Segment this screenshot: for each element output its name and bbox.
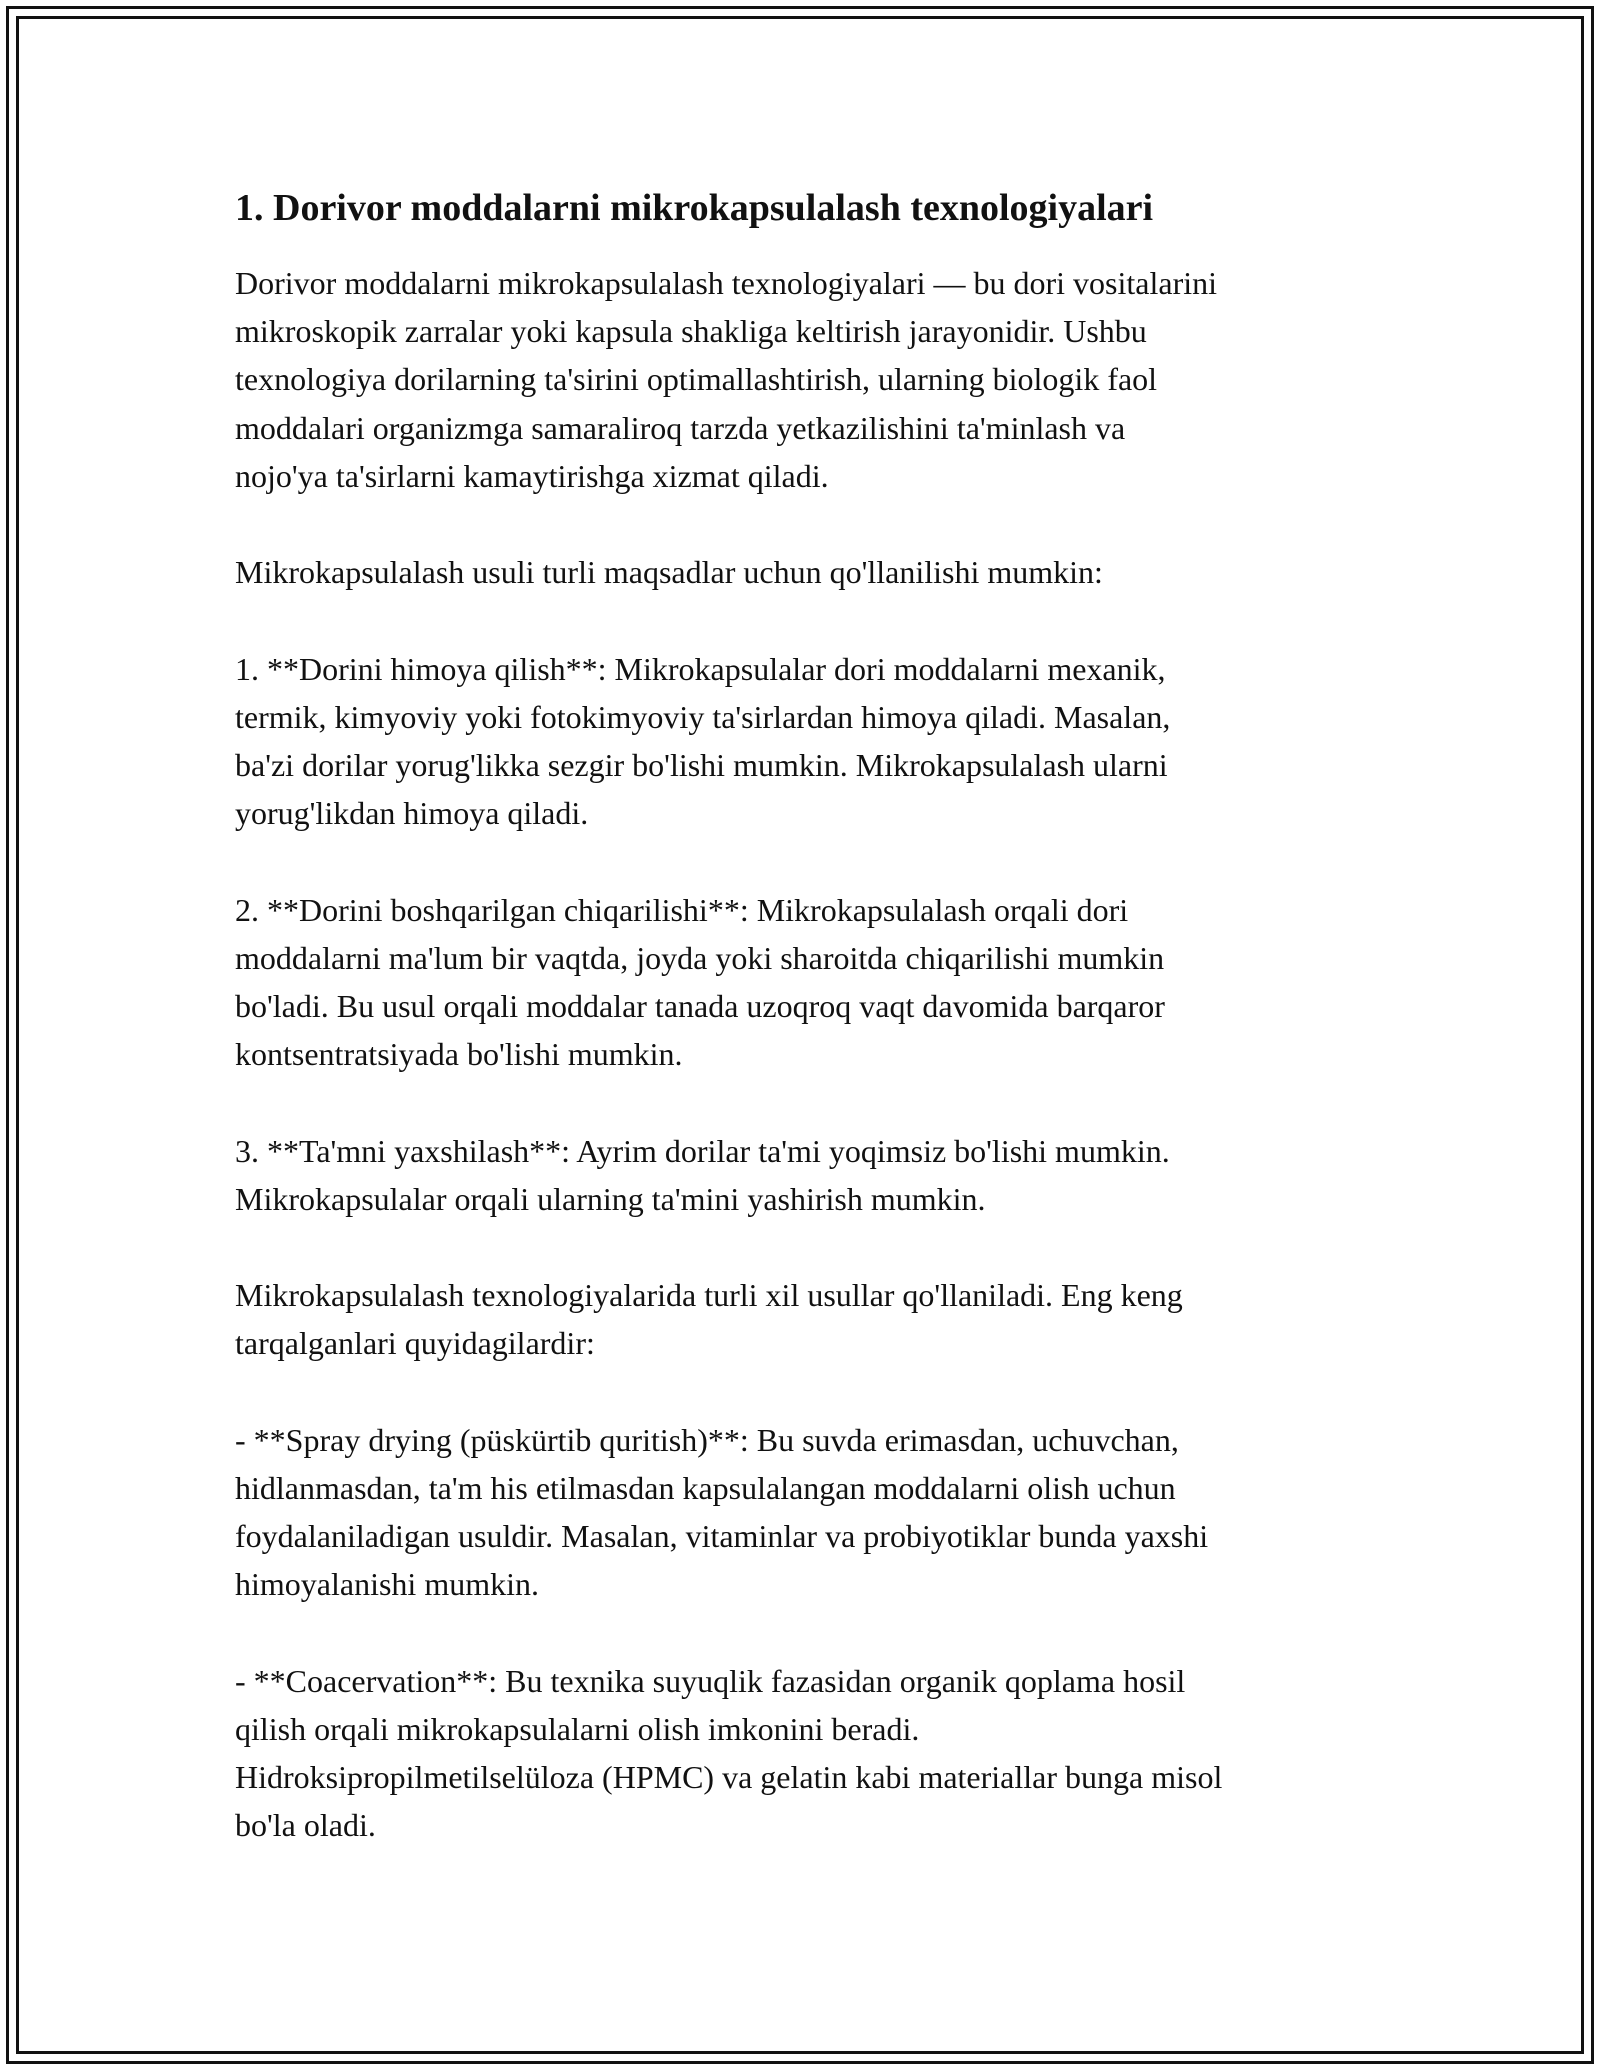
list-item-taste-masking: 3. **Ta'mni yaxshilash**: Ayrim dorilar ta'mi yoqimsiz bo'lishi mumkin. Mikrokapsulalar orqali ularning ta'mini yashirish mumkin.	[235, 1132, 1170, 1217]
document-title: 1. Dorivor moddalarni mikrokapsulalash texnologiyalari	[235, 187, 1154, 229]
paragraph-intro: Dorivor moddalarni mikrokapsulalash texnologiyalari — bu dori vositalarini mikroskopik zarralar yoki kapsula shakliga keltirish jarayonidir. Ushbu texnologiya dorilarning ta'sirini optimallashtirish, ularning biologik faol moddalari organizmga samaraliroq tarzda yetkazilishini ta'minlash va nojo'ya ta'sirlarni kamaytirishga xizmat qiladi.	[235, 265, 1218, 494]
list-item-coacervation: - **Coacervation**: Bu texnika suyuqlik fazasidan organik qoplama hosil qilish orqali mikrokapsulalarni olish imkonini beradi. Hidroksipropilmetilselüloza (HPMC) va gelatin kabi materiallar bunga misol bo'la oladi.	[235, 1662, 1223, 1844]
paragraph-purposes-lead: Mikrokapsulalash usuli turli maqsadlar uchun qo'llanilishi mumkin:	[235, 554, 1103, 591]
list-item-protection: 1. **Dorini himoya qilish**: Mikrokapsulalar dori moddalarni mexanik, termik, kimyoviy yoki fotokimyoviy ta'sirlardan himoya qiladi. Masalan, ba'zi dorilar yorug'likka sezgir bo'lishi mumkin. Mikrokapsulalash ularni yorug'likdan himoya qiladi.	[235, 650, 1171, 832]
list-item-controlled-release: 2. **Dorini boshqarilgan chiqarilishi**: Mikrokapsulalash orqali dori moddalarni ma'lum bir vaqtda, joyda yoki sharoitda chiqarilishi mumkin bo'ladi. Bu usul orqali moddalar tanada uzoqroq vaqt davomida barqaror kontsentratsiyada bo'lishi mumkin.	[235, 891, 1165, 1073]
paragraph-methods-lead: Mikrokapsulalash texnologiyalarida turli xil usullar qo'llaniladi. Eng keng tarqalganlari quyidagilardir:	[235, 1277, 1183, 1362]
list-item-spray-drying: - **Spray drying (püskürtib quritish)**: Bu suvda erimasdan, uchuvchan, hidlanmasdan, ta'm his etilmasdan kapsulalangan moddalarni olish uchun foydalaniladigan usuldir. Masalan, vitaminlar va probiyotiklar bunda yaxshi himoyalanishi mumkin.	[235, 1421, 1209, 1603]
document-body	[235, 185, 1375, 1850]
